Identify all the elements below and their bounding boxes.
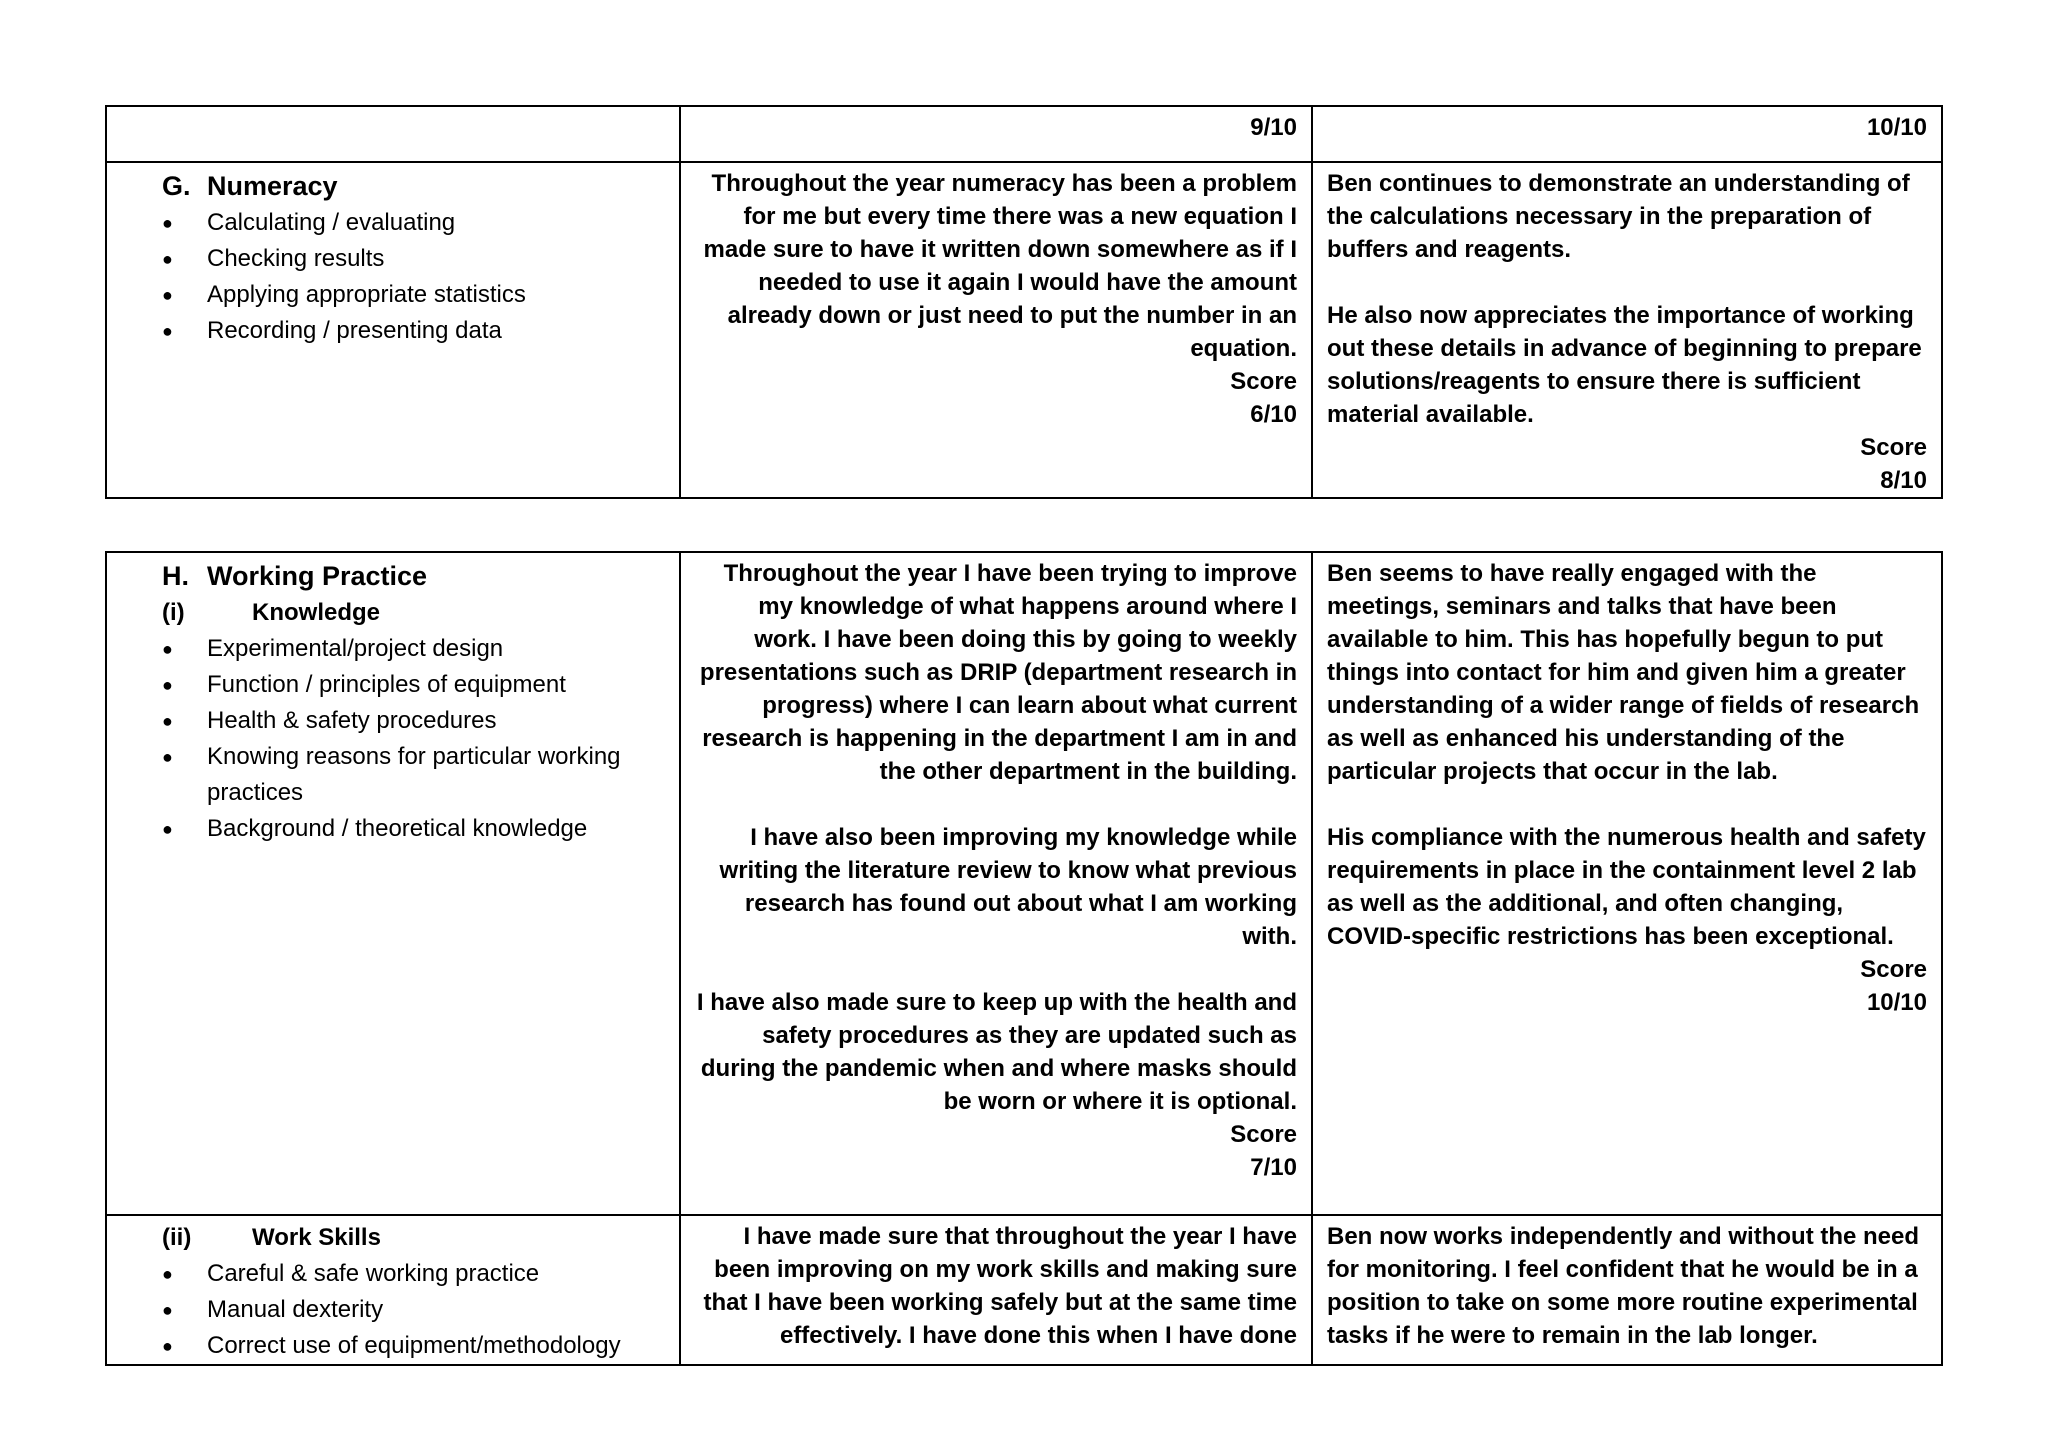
supervisor-comment: Ben now works independently and without the need for monitoring. I feel confident that he would be in a position to take on some more routine experimental tasks if he were to remain in the lab longer.	[1327, 1223, 1920, 1349]
bullet-icon: ●	[162, 285, 173, 305]
bullet-icon: ●	[162, 1300, 173, 1320]
student-comment: I have also made sure to keep up with the health and safety procedures as they are updated such as during the pandemic when and where masks should be worn or where it is optional.	[696, 989, 1297, 1115]
knowledge-bullet-list	[162, 631, 669, 847]
working-practice-heading	[162, 557, 669, 595]
bullet-icon: ●	[162, 711, 173, 731]
knowledge-subheading: (i) Knowledge	[162, 599, 381, 626]
student-comment: I have made sure that throughout the year I have been improving on my work skills and making sure that I have been working safely but at the same time effectively. I have done this when I have done	[703, 1223, 1297, 1349]
knowledge-row	[106, 552, 1942, 1215]
list-item: ● Experimental/project design	[162, 631, 669, 667]
supervisor-comment: He also now appreciates the importance of working out these details in advance of beginning to prepare solutions/reagents to ensure there is sufficient material available.	[1327, 302, 1922, 428]
section-title: Working Practice	[207, 561, 428, 591]
student-score: 6/10	[1250, 401, 1297, 428]
score-label: Score	[1230, 368, 1297, 395]
student-comment: I have also been improving my knowledge while writing the literature review to know what previous research has found out about what I am working with.	[719, 824, 1297, 950]
score-label: Score	[1860, 956, 1927, 983]
bullet-icon: ●	[162, 1336, 173, 1356]
student-score: 7/10	[1250, 1154, 1297, 1181]
score-label: Score	[1230, 1121, 1297, 1148]
work-skills-row	[106, 1215, 1942, 1365]
bullet-icon: ●	[162, 1264, 173, 1284]
bullet-icon: ●	[162, 819, 173, 839]
supervisor-score-cell	[1312, 106, 1942, 162]
list-item: ● Health & safety procedures	[162, 703, 669, 739]
previous-score-row	[106, 106, 1942, 162]
student-comment: Throughout the year numeracy has been a problem for me but every time there was a new equation I made sure to have it written down somewhere as if I needed to use it again I would have the amount already down or just need to put the number in an equation.	[703, 170, 1297, 362]
supervisor-comment: Ben seems to have really engaged with the meetings, seminars and talks that have been available to him. This has hopefully begun to put things into contact for him and given him a greater understanding of a wider range of fields of research as well as enhanced his understanding of the particular projects that occur in the lab.	[1327, 560, 1920, 785]
knowledge-supervisor-comment-cell	[1312, 552, 1942, 1215]
assessment-table-working-practice	[105, 551, 1943, 1366]
work-skills-student-comment-cell	[680, 1215, 1312, 1365]
list-item: ● Correct use of equipment/methodology	[162, 1328, 669, 1364]
student-prev-score: 9/10	[1250, 114, 1297, 141]
bullet-icon: ●	[162, 213, 173, 233]
numeracy-student-comment-cell	[680, 162, 1312, 498]
bullet-icon: ●	[162, 747, 173, 767]
criteria-cell-empty	[106, 106, 680, 162]
list-item: ● Knowing reasons for particular working practices	[162, 739, 669, 811]
list-item: ● Recording / presenting data	[162, 313, 669, 349]
numeracy-heading	[162, 167, 669, 205]
supervisor-score: 10/10	[1866, 989, 1927, 1016]
bullet-icon: ●	[162, 321, 173, 341]
list-item: ● Calculating / evaluating	[162, 205, 669, 241]
numeracy-supervisor-comment-cell	[1312, 162, 1942, 498]
bullet-icon: ●	[162, 249, 173, 269]
section-title: Numeracy	[207, 171, 338, 201]
section-letter: G.	[162, 171, 191, 201]
supervisor-score: 8/10	[1880, 467, 1927, 494]
knowledge-criteria-cell	[106, 552, 680, 1215]
list-item: ● Function / principles of equipment	[162, 667, 669, 703]
supervisor-prev-score: 10/10	[1866, 114, 1927, 141]
supervisor-comment: Ben continues to demonstrate an understanding of the calculations necessary in the preparation of buffers and reagents.	[1327, 170, 1910, 263]
list-item: ● Background / theoretical knowledge	[162, 811, 669, 847]
bullet-icon: ●	[162, 675, 173, 695]
score-label: Score	[1860, 434, 1927, 461]
bullet-icon: ●	[162, 639, 173, 659]
list-item: ● Checking results	[162, 241, 669, 277]
work-skills-criteria-cell	[106, 1215, 680, 1365]
student-comment: Throughout the year I have been trying to improve my knowledge of what happens around where I work. I have been doing this by going to weekly presentations such as DRIP (department research in progress) where I can learn about what current research is happening in the department I am in and the other department in the building.	[699, 560, 1297, 785]
list-item: ● Applying appropriate statistics	[162, 277, 669, 313]
work-skills-bullet-list	[162, 1256, 669, 1364]
list-item: ● Careful & safe working practice	[162, 1256, 669, 1292]
list-item: ● Manual dexterity	[162, 1292, 669, 1328]
student-score-cell	[680, 106, 1312, 162]
numeracy-bullet-list	[162, 205, 669, 349]
numeracy-row	[106, 162, 1942, 498]
knowledge-student-comment-cell	[680, 552, 1312, 1215]
numeracy-criteria-cell	[106, 162, 680, 498]
assessment-table-numeracy	[105, 105, 1943, 499]
work-skills-subheading: (ii) Work Skills	[162, 1224, 381, 1251]
section-letter: H.	[162, 561, 189, 591]
supervisor-comment: His compliance with the numerous health and safety requirements in place in the containment level 2 lab as well as the additional, and often changing, COVID-specific restrictions has been exceptional.	[1327, 824, 1926, 950]
work-skills-supervisor-comment-cell	[1312, 1215, 1942, 1365]
